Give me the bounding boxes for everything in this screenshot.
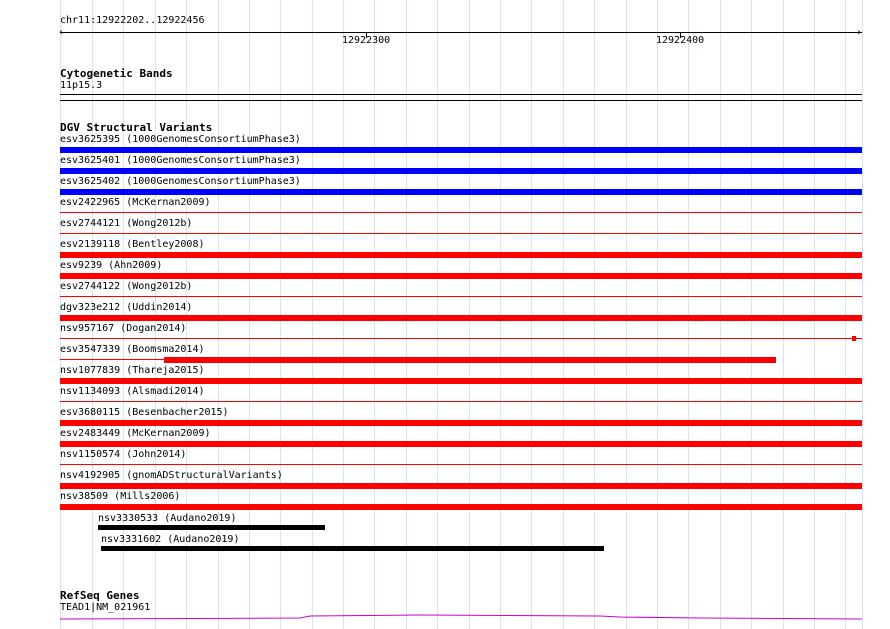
dgv-feature-bar[interactable] xyxy=(60,483,862,489)
dgv-feature-bar[interactable] xyxy=(60,315,862,321)
dgv-feature-label: nsv1150574 (John2014) xyxy=(60,449,187,460)
dgv-feature-label: esv3680115 (Besenbacher2015) xyxy=(60,407,229,418)
dgv-feature-bar[interactable] xyxy=(101,546,604,551)
ruler-location: chr11:12922202..12922456 xyxy=(60,15,205,26)
dgv-feature-line[interactable] xyxy=(60,359,164,360)
dgv-feature-bar[interactable] xyxy=(60,168,862,174)
dgv-feature-label: esv2422965 (McKernan2009) xyxy=(60,197,211,208)
dgv-feature-label: esv3625395 (1000GenomesConsortiumPhase3) xyxy=(60,134,301,145)
dgv-feature-label: esv3625401 (1000GenomesConsortiumPhase3) xyxy=(60,155,301,166)
refseq-gene-label: TEAD1|NM_021961 xyxy=(60,602,151,613)
dgv-feature-label: dgv323e212 (Uddin2014) xyxy=(60,302,193,313)
dgv-feature-label: esv2483449 (McKernan2009) xyxy=(60,428,211,439)
cytoband-label: 11p15.3 xyxy=(60,80,103,91)
dgv-feature-label: esv2744121 (Wong2012b) xyxy=(60,218,193,229)
cytoband-band-bottom[interactable] xyxy=(60,100,862,101)
ruler-left-arrow-icon: ‹ xyxy=(58,27,65,38)
dgv-feature-label: esv9239 (Ahn2009) xyxy=(60,260,163,271)
dgv-feature-label: nsv1134093 (Alsmadi2014) xyxy=(60,386,205,397)
ruler-tick-label: 12922400 xyxy=(656,35,705,46)
track-title-cytoband: Cytogenetic Bands xyxy=(60,67,173,80)
dgv-feature-label: esv2139118 (Bentley2008) xyxy=(60,239,205,250)
dgv-feature-bar[interactable] xyxy=(60,420,862,426)
dgv-feature-line[interactable] xyxy=(60,212,862,213)
dgv-feature-line[interactable] xyxy=(60,233,862,234)
dgv-feature-line[interactable] xyxy=(60,296,862,297)
refseq-gene-glyph[interactable] xyxy=(0,610,890,622)
dgv-feature-bar[interactable] xyxy=(60,441,862,447)
dgv-feature-bar[interactable] xyxy=(60,504,862,510)
dgv-feature-marker[interactable] xyxy=(852,336,856,341)
dgv-feature-bar[interactable] xyxy=(98,525,325,530)
dgv-feature-bar[interactable] xyxy=(60,252,862,258)
cytoband-band-top[interactable] xyxy=(60,94,862,95)
dgv-feature-label: nsv1077839 (Thareja2015) xyxy=(60,365,205,376)
ruler-right-arrow-icon: › xyxy=(856,27,863,38)
dgv-feature-bar[interactable] xyxy=(60,147,862,153)
dgv-feature-bar[interactable] xyxy=(60,189,862,195)
dgv-feature-line[interactable] xyxy=(60,464,862,465)
dgv-feature-line[interactable] xyxy=(60,338,862,339)
track-title-refseq: RefSeq Genes xyxy=(60,589,140,602)
dgv-feature-label: esv3625402 (1000GenomesConsortiumPhase3) xyxy=(60,176,301,187)
dgv-feature-bar[interactable] xyxy=(164,357,776,363)
dgv-feature-label: nsv3330533 (Audano2019) xyxy=(98,513,237,524)
ruler-axis xyxy=(60,32,862,33)
track-title-dgv: DGV Structural Variants xyxy=(60,121,213,134)
dgv-feature-bar[interactable] xyxy=(60,273,862,279)
dgv-feature-label: nsv4192905 (gnomADStructuralVariants) xyxy=(60,470,283,481)
ruler-tick-label: 12922300 xyxy=(342,35,391,46)
dgv-feature-label: nsv957167 (Dogan2014) xyxy=(60,323,187,334)
grid-line xyxy=(862,0,863,629)
dgv-feature-label: nsv3331602 (Audano2019) xyxy=(101,534,240,545)
dgv-feature-label: esv3547339 (Boomsma2014) xyxy=(60,344,205,355)
dgv-feature-bar[interactable] xyxy=(60,378,862,384)
dgv-feature-label: nsv38509 (Mills2006) xyxy=(60,491,181,502)
dgv-feature-line[interactable] xyxy=(60,401,862,402)
dgv-feature-label: esv2744122 (Wong2012b) xyxy=(60,281,193,292)
